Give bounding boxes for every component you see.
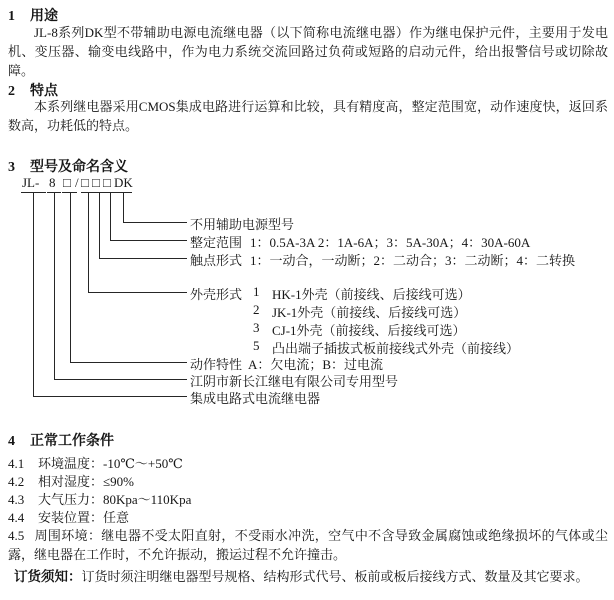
- model-code-box-3: □: [92, 175, 100, 190]
- connector-hline-contact: [99, 258, 187, 259]
- shell-option-text: HK-1外壳（前接线、后接线可选）: [272, 287, 471, 302]
- model-code-box-1: □: [63, 175, 71, 190]
- order-notice-text: 订货时须注明继电器型号规格、结构形式代号、板前或板后接线方式、数量及其它要求。: [81, 569, 589, 584]
- shell-option-code: 5: [253, 338, 260, 353]
- condition-item: [8, 526, 608, 564]
- connector-hline-action: [70, 362, 187, 363]
- connector-vline-range: [110, 193, 111, 241]
- condition-item-text: 安装位置：任意: [38, 510, 130, 525]
- model-code-box-2: □: [81, 175, 89, 190]
- section-1-heading: [8, 5, 58, 25]
- condition-item-text: 大气压力：80Kpa～110Kpa: [38, 492, 192, 507]
- connector-hline-range: [110, 240, 187, 241]
- condition-item-text: 周围环境：继电器不受太阳直射，不受雨水冲洗，空气中不含导致金属腐蚀或绝缘损坏的气体或尘露，继电器在工作时，不允许振动，搬运过程不允许撞击。: [8, 528, 608, 562]
- shell-option-code: 3: [253, 320, 260, 335]
- condition-item-number: 4.2: [8, 474, 25, 489]
- label-base-type: 集成电路式电流继电器: [190, 391, 321, 406]
- condition-item: [8, 490, 191, 509]
- shell-option-text: 凸出端子插拔式板前接线式外壳（前接线）: [272, 341, 520, 356]
- condition-item-number: 4.5: [8, 528, 25, 543]
- condition-item-text: 环境温度：-10℃～+50℃: [38, 456, 183, 471]
- section-3-title: 型号及命名含义: [30, 160, 128, 175]
- connector-vline-contact: [99, 193, 100, 259]
- section-4-title: 正常工作条件: [30, 434, 114, 449]
- section-3-heading: [8, 156, 128, 176]
- order-notice-label: 订货须知：: [14, 569, 82, 584]
- condition-item: [8, 508, 129, 527]
- label-action-characteristic-detail: A：欠电流；B：过电流: [248, 357, 384, 372]
- shell-option-code: 2: [253, 302, 260, 317]
- label-setting-range: 整定范围: [190, 235, 243, 250]
- connector-vline-base: [33, 193, 34, 397]
- label-company-model: 江阴市新长江继电有限公司专用型号: [190, 374, 399, 389]
- label-setting-range-detail: 1：0.5A-3A 2：1A-6A；3：5A-30A；4：30A-60A: [250, 235, 531, 250]
- shell-option-code: 1: [253, 284, 260, 299]
- section-2-title: 特点: [30, 84, 58, 99]
- shell-option-text: CJ-1外壳（前接线、后接线可选）: [272, 323, 466, 338]
- section-4-heading: [8, 430, 114, 450]
- condition-item: [8, 472, 134, 491]
- section-1-body: JL-8系列DK型不带辅助电源电流继电器（以下简称电流继电器）作为继电保护元件，主要用于发电机、变压器、输变电线路中，作为电力系统交流回路过负荷或短路的启动元件，给出报警信号或切除故障。: [8, 25, 608, 78]
- label-contact-form-detail: 1：一动合，一动断；2：二动合；3：二动断；4：二转换: [250, 253, 576, 268]
- model-code-box-4: □: [103, 175, 111, 190]
- model-code-slash: /: [75, 175, 79, 190]
- condition-item: [8, 454, 183, 473]
- section-1-number: 1: [8, 9, 15, 24]
- model-code-part-jl: JL-: [22, 175, 40, 190]
- condition-item-number: 4.1: [8, 456, 25, 471]
- section-2-body: 本系列继电器采用CMOS集成电路进行运算和比较，具有精度高，整定范围宽，动作速度快，返回系数高，功耗低的特点。: [8, 99, 608, 133]
- connector-hline-shell: [88, 292, 187, 293]
- shell-option-text: JK-1外壳（前接线、后接线可选）: [272, 305, 467, 320]
- connector-hline-company: [54, 379, 187, 380]
- section-3-number: 3: [8, 160, 15, 175]
- connector-vline-action: [70, 193, 71, 363]
- connector-vline-shell: [88, 193, 89, 293]
- connector-hline-aux: [123, 222, 187, 223]
- label-contact-form: 触点形式: [190, 253, 243, 268]
- model-code-part-dk: DK: [114, 175, 133, 190]
- connector-hline-base: [33, 396, 187, 397]
- label-action-characteristic: 动作特性: [190, 357, 243, 372]
- order-notice: [14, 567, 608, 586]
- section-4-number: 4: [8, 434, 15, 449]
- condition-item-number: 4.3: [8, 492, 25, 507]
- connector-vline-aux: [123, 193, 124, 223]
- condition-item-text: 相对湿度：≤90%: [38, 474, 134, 489]
- section-2-number: 2: [8, 84, 15, 99]
- connector-vline-company: [54, 193, 55, 380]
- model-code-part-8: 8: [49, 175, 56, 190]
- condition-item-number: 4.4: [8, 510, 25, 525]
- label-aux-power: 不用辅助电源型号: [190, 217, 295, 232]
- label-shell-form: 外壳形式: [190, 287, 243, 302]
- section-1-title: 用途: [30, 9, 58, 24]
